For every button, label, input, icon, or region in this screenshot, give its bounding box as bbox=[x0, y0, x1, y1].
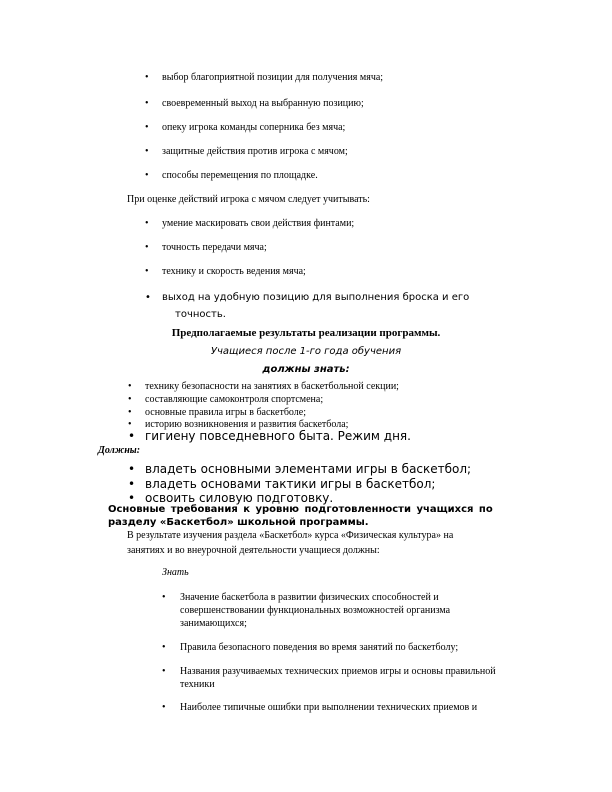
list-item: Значение баскетбола в развитии физических способностей и bbox=[180, 592, 439, 603]
bullet-icon: • bbox=[128, 477, 136, 491]
requirements-title: Основные требования к уровню подготовленности учащихся по bbox=[108, 504, 493, 515]
list-item: владеть основными элементами игры в баскетбол; bbox=[145, 462, 472, 476]
bullet-icon: • bbox=[162, 592, 166, 603]
list-item: Наиболее типичные ошибки при выполнении технических приемов и bbox=[180, 702, 478, 713]
bullet-icon: • bbox=[145, 98, 149, 109]
bullet-icon: • bbox=[128, 419, 132, 430]
bullet-icon: • bbox=[128, 491, 136, 505]
bullet-icon: • bbox=[162, 642, 166, 653]
list-item: способы перемещения по площадке. bbox=[162, 170, 318, 181]
list-item: составляющие самоконтроля спортсмена; bbox=[145, 394, 324, 405]
bullet-icon: • bbox=[128, 407, 132, 418]
list-item: Правила безопасного поведения во время занятий по баскетболу; bbox=[180, 642, 459, 653]
list-item: своевременный выход на выбранную позицию; bbox=[162, 98, 364, 109]
paragraph-text: При оценке действий игрока с мячом следует учитывать: bbox=[127, 194, 370, 205]
list-item: выбор благоприятной позиции для получения мяча; bbox=[162, 72, 384, 83]
bullet-icon: • bbox=[128, 381, 132, 392]
list-item: освоить силовую подготовку. bbox=[145, 491, 334, 505]
requirements-title-continuation: разделу «Баскетбол» школьной программы. bbox=[108, 517, 369, 528]
bullet-icon: • bbox=[145, 170, 149, 181]
list-item: точность передачи мяча; bbox=[162, 242, 267, 253]
list-item-continuation: техники bbox=[180, 679, 215, 690]
list-item: историю возникновения и развития баскетбола; bbox=[145, 419, 349, 430]
bullet-icon: • bbox=[145, 242, 149, 253]
paragraph-text-continuation: занятиях и во внеурочной деятельности учащиеся должны: bbox=[127, 545, 380, 556]
list-item: технику безопасности на занятиях в баскетбольной секции; bbox=[145, 381, 399, 392]
know-heading: Знать bbox=[162, 567, 189, 578]
list-item: гигиену повседневного быта. Режим дня. bbox=[145, 429, 411, 443]
bullet-icon: • bbox=[128, 394, 132, 405]
bullet-icon: • bbox=[128, 429, 136, 443]
bullet-icon: • bbox=[145, 266, 149, 277]
should-heading: Должны: bbox=[98, 445, 141, 456]
bullet-icon: • bbox=[145, 122, 149, 133]
paragraph-text: В результате изучения раздела «Баскетбол» курса «Физическая культура» на bbox=[127, 530, 454, 541]
bullet-icon: • bbox=[145, 146, 149, 157]
list-item-continuation: занимающихся; bbox=[180, 618, 247, 629]
list-item-continuation: совершенствовании функциональных возможностей организма bbox=[180, 605, 451, 616]
list-item: выход на удобную позицию для выполнения броска и его bbox=[162, 292, 470, 303]
bullet-icon: • bbox=[145, 218, 149, 229]
list-item: опеку игрока команды соперника без мяча; bbox=[162, 122, 346, 133]
list-item: умение маскировать свои действия финтами; bbox=[162, 218, 355, 229]
section-subtitle: Учащиеся после 1-го года обучения bbox=[210, 346, 402, 357]
must-know-heading: должны знать: bbox=[262, 364, 350, 375]
section-title: Предполагаемые результаты реализации программы. bbox=[171, 327, 441, 339]
bullet-icon: • bbox=[145, 292, 151, 303]
bullet-icon: • bbox=[145, 72, 149, 83]
bullet-icon: • bbox=[162, 666, 166, 677]
list-item: защитные действия против игрока с мячом; bbox=[162, 146, 348, 157]
list-item: основные правила игры в баскетболе; bbox=[145, 407, 307, 418]
bullet-icon: • bbox=[162, 702, 166, 713]
list-item: владеть основами тактики игры в баскетбол; bbox=[145, 477, 436, 491]
list-item: Названия разучиваемых технических приемов игры и основы правильной bbox=[180, 666, 496, 677]
list-item-continuation: точность. bbox=[175, 309, 226, 320]
list-item: технику и скорость ведения мяча; bbox=[162, 266, 306, 277]
bullet-icon: • bbox=[128, 462, 136, 476]
